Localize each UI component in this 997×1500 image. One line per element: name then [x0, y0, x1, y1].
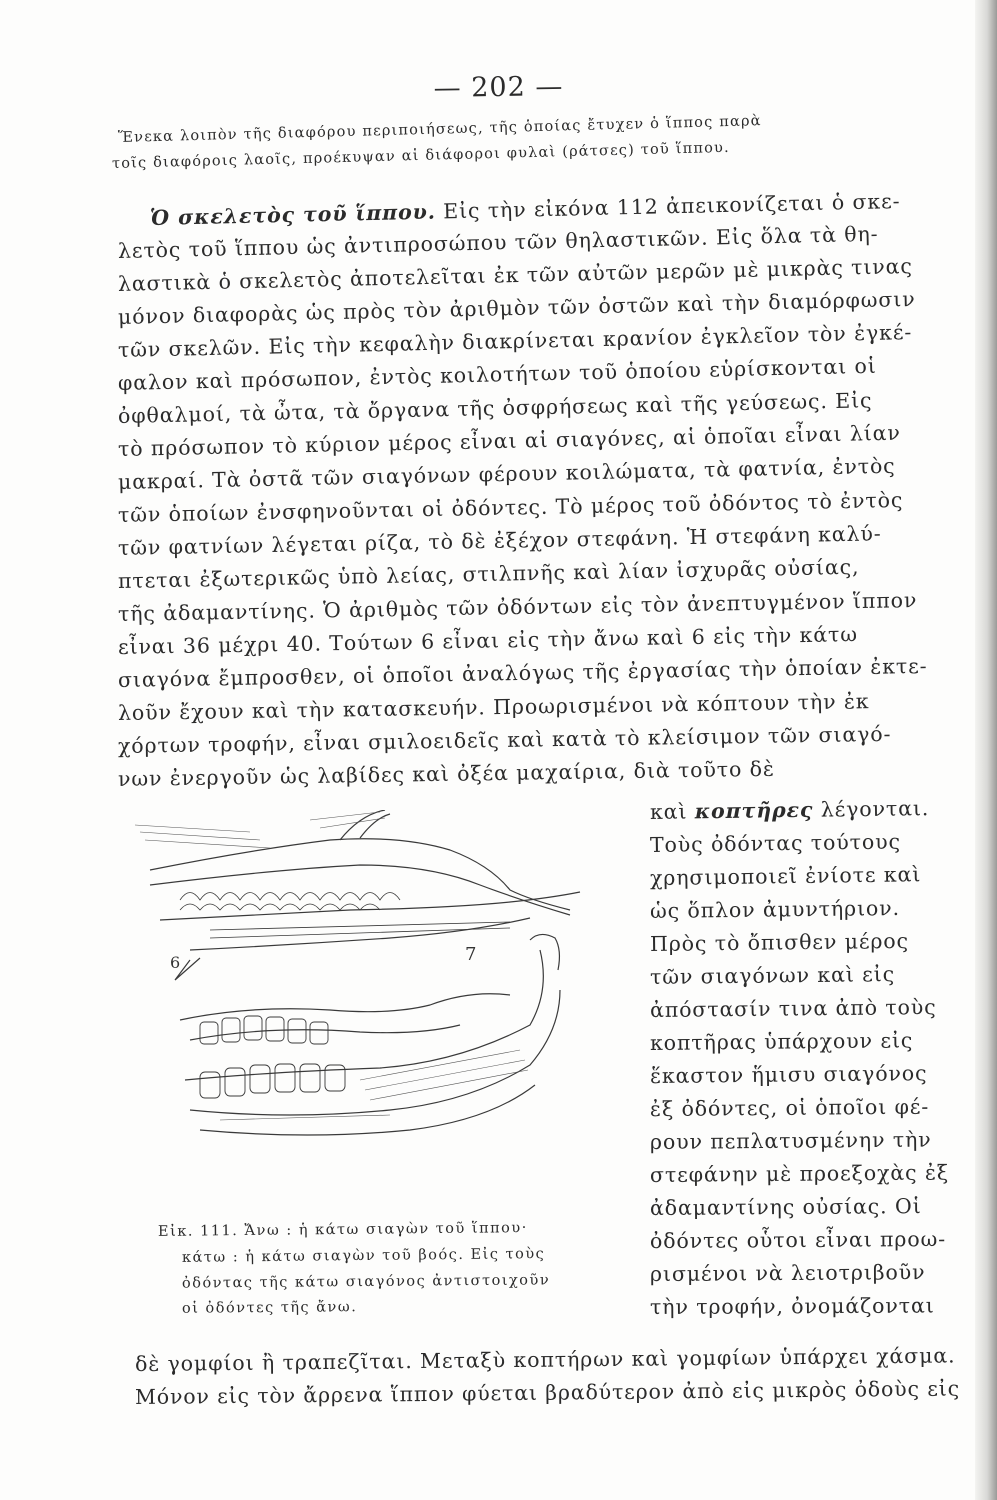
- body-line: λοῦν ἔχουν καὶ τὴν κατασκευήν. Προωρισμένοι νὰ κόπτουν τὴν ἐκ: [117, 689, 870, 725]
- column-line: ἕκαστον ἥμισυ σιαγόνος: [649, 1061, 928, 1088]
- body-line-text: μακραί. Τὰ ὀστᾶ τῶν σιαγόνων φέρουν κοιλώματα, τὰ φατνία, ἐντὸς: [117, 453, 896, 494]
- page-number: — 202 —: [433, 71, 564, 104]
- body-line: τῶν ὁποίων ἐνσφηνοῦνται οἱ ὀδόντες. Τὸ μέρος τοῦ ὀδόντος τὸ ἐντὸς: [117, 487, 904, 527]
- body-line: τῆς ἀδαμαντίνης. Ὁ ἀριθμὸς τῶν ὀδόντων εἰς τὸν ἀνεπτυγμένον ἵππον: [117, 588, 918, 626]
- section-heading: Ὁ σκελετὸς τοῦ ἵππου.: [149, 199, 437, 230]
- body-line: τὸ πρόσωπον τὸ κύριον μέρος εἶναι αἱ σιαγόνες, αἱ ὁποῖαι εἶναι λίαν: [117, 420, 902, 461]
- term-incisors: κοπτῆρες: [694, 797, 814, 824]
- section-first-line-rest: Εἰς τὴν εἰκόνα 112 ἀπεικονίζεται ὁ σκε-: [435, 188, 901, 224]
- page-edge-shadow: [975, 0, 997, 1500]
- column-line: ὀδόντες οὗτοι εἶναι προω-: [649, 1226, 947, 1253]
- column-first-suffix: λέγονται.: [813, 796, 930, 822]
- body-line: νων ἐνεργοῦν ὡς λαβίδες καὶ ὀξέα μαχαίρια, διὰ τοῦτο δὲ: [117, 756, 776, 791]
- body-line: ὀφθαλμοί, τὰ ὦτα, τὰ ὄργανα τῆς ὀσφρήσεως καὶ τῆς γεύσεως. Εἰς: [117, 388, 873, 428]
- figure-caption-line: κάτω : ἡ κάτω σιαγὼν τοῦ βοός. Εἰς τοὺς: [181, 1246, 546, 1266]
- final-line: Μόνον εἰς τὸν ἄρρενα ἵππον φύεται βραδύτερον ἀπὸ εἰς μικρὸς ὀδοὺς εἰς: [134, 1376, 961, 1409]
- column-first-line: [650, 796, 930, 824]
- body-line: τῶν φατνίων λέγεται ρίζα, τὸ δὲ ἐξέχον στεφάνη. Ἡ στεφάνη καλύ-: [117, 521, 882, 560]
- column-line: ἀδαμαντίνης οὐσίας. Οἱ: [649, 1194, 922, 1220]
- body-line: [118, 454, 896, 494]
- intro-line: τοῖς διαφόροις λαοῖς, προέκυψαν αἱ διάφοροι φυλαὶ (ράτσες) τοῦ ἵππου.: [111, 139, 731, 172]
- body-line: σιαγόνα ἔμπροσθεν, οἱ ὁποῖοι ἀναλόγως τῆς ἐργασίας τὴν ὁποίαν ἐκτε-: [117, 653, 928, 692]
- figure-caption-line: οἱ ὀδόντες τῆς ἄνω.: [181, 1299, 358, 1317]
- column-line: στεφάνην μὲ προεξοχὰς ἐξ: [649, 1160, 950, 1187]
- figure-caption-line: Εἰκ. 111. Ἄνω : ἡ κάτω σιαγὼν τοῦ ἵππου·: [157, 1220, 528, 1240]
- body-line: χόρτων τροφήν, εἶναι σμιλοειδεῖς καὶ κατὰ τὸ κλείσιμον τῶν σιαγό-: [117, 721, 892, 758]
- figure-label-7: 7: [465, 944, 477, 965]
- horse-jaw-drawing: [135, 810, 580, 980]
- column-line: ρουν πεπλατυσμένην τὴν: [649, 1127, 932, 1154]
- jaw-illustration: [130, 810, 630, 1210]
- column-line: ρισμένοι νὰ λειοτριβοῦν: [649, 1260, 926, 1286]
- intro-line: Ἕνεκα λοιπὸν τῆς διαφόρου περιποιήσεως, τῆς ὁποίας ἔτυχεν ὁ ἵππος παρὰ: [117, 113, 762, 146]
- body-line: πτεται ἐξωτερικῶς ὑπὸ λείας, στιλπνῆς καὶ λίαν ἰσχυρᾶς οὐσίας,: [117, 554, 860, 593]
- column-line: ἐξ ὀδόντες, οἱ ὁποῖοι φέ-: [649, 1094, 930, 1121]
- column-line: χρησιμοποιεῖ ἐνίοτε καὶ: [649, 862, 922, 890]
- column-line: τὴν τροφήν, ὀνομάζονται: [649, 1293, 935, 1319]
- figure-caption-line: ὀδόντας τῆς κάτω σιαγόνος ἀντιστοιχοῦν: [181, 1272, 551, 1292]
- body-line: τῶν σκελῶν. Εἰς τὴν κεφαλὴν διακρίνεται κρανίον ἐγκλεῖον τὸν ἐγκέ-: [117, 319, 913, 362]
- ox-jaw-drawing: [180, 934, 560, 1135]
- column-line: ἀπόστασίν τινα ἀπὸ τοὺς: [649, 994, 937, 1022]
- column-line: κοπτῆρας ὑπάρχουν εἰς: [649, 1028, 914, 1055]
- body-line: φαλον καὶ πρόσωπον, ἐντὸς κοιλοτήτων τοῦ ὁποίου εὑρίσκονται οἱ: [117, 353, 877, 395]
- column-line: Τοὺς ὀδόντας τούτους: [649, 829, 902, 857]
- body-line: εἶναι 36 μέχρι 40. Τούτων 6 εἶναι εἰς τὴν ἄνω καὶ 6 εἰς τὴν κάτω: [117, 622, 859, 659]
- column-line: Πρὸς τὸ ὄπισθεν μέρος: [649, 928, 910, 956]
- figure-label-6: 6: [170, 953, 181, 972]
- final-line: δὲ γομφίοι ἢ τραπεζῖται. Μεταξὺ κοπτήρων καὶ γομφίων ὑπάρχει χάσμα.: [134, 1343, 956, 1376]
- body-line: λετὸς τοῦ ἵππου ὡς ἀντιπροσώπου τῶν θηλαστικῶν. Εἰς ὅλα τὰ θη-: [117, 221, 879, 263]
- column-line: τῶν σιαγόνων καὶ εἰς: [649, 962, 896, 989]
- body-line: μόνον διαφορὰς ὡς πρὸς τὸν ἀριθμὸν τῶν ὀστῶν καὶ τὴν διαμόρφωσιν: [117, 286, 916, 329]
- column-line: ὡς ὅπλον ἀμυντήριον.: [649, 895, 901, 923]
- body-line: λαστικὰ ὁ σκελετὸς ἀποτελεῖται ἐκ τῶν αὐτῶν μερῶν μὲ μικρὰς τινας: [117, 253, 914, 296]
- column-first-prefix: καὶ: [649, 799, 695, 824]
